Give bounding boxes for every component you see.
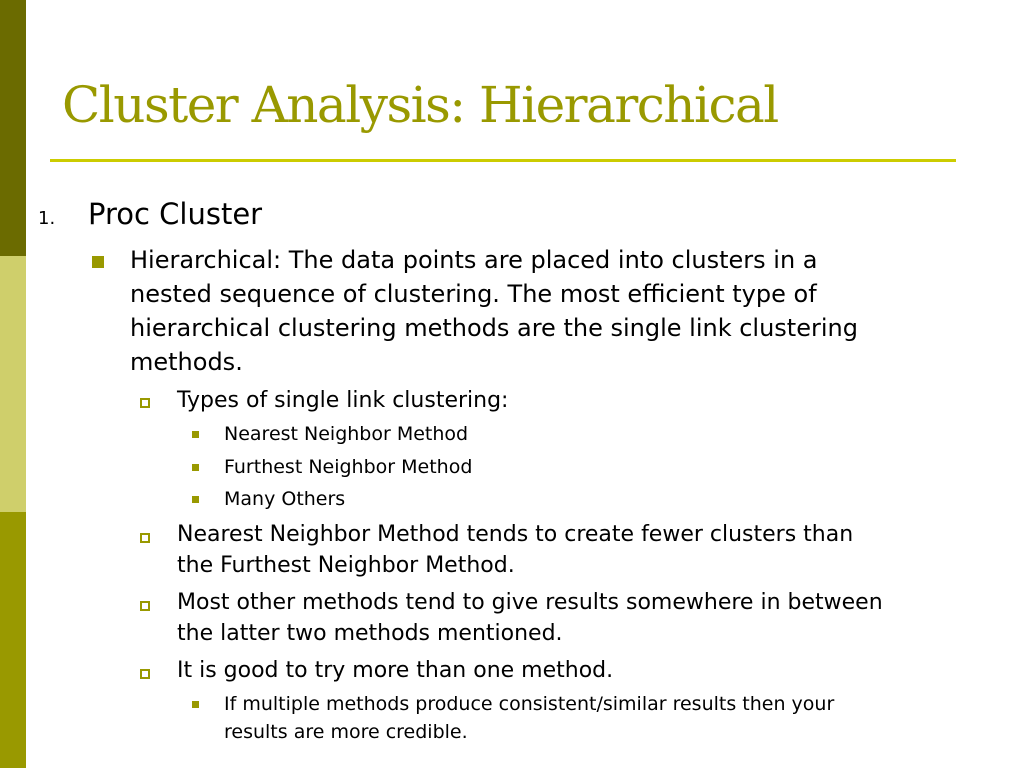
level3-line: the latter two methods mentioned.: [177, 621, 563, 646]
level2-line: nested sequence of clustering. The most efficient type of: [130, 280, 817, 308]
small-square-bullet-icon: [192, 431, 199, 438]
level3-line: Nearest Neighbor Method tends to create fewer clusters than: [177, 522, 854, 547]
square-bullet-icon: [92, 256, 104, 268]
hollow-square-bullet-icon: [140, 398, 150, 408]
level4-text: Nearest Neighbor Method: [224, 423, 469, 445]
list-number: 1.: [38, 208, 56, 229]
slide-title: Cluster Analysis: Hierarchical: [62, 76, 778, 134]
level1-text: Proc Cluster: [88, 197, 263, 231]
level4-line: results are more credible.: [224, 721, 468, 743]
hollow-square-bullet-icon: [140, 669, 150, 679]
side-bar-bottom: [0, 512, 26, 768]
side-bar-top: [0, 0, 26, 256]
level3-line: Most other methods tend to give results somewhere in between: [177, 590, 883, 615]
level2-line: methods.: [130, 348, 243, 376]
title-underline: [50, 159, 956, 162]
level4-text: Many Others: [224, 488, 346, 510]
level3-text: It is good to try more than one method.: [177, 658, 614, 683]
level3-line: the Furthest Neighbor Method.: [177, 553, 515, 578]
level2-line: hierarchical clustering methods are the single link clustering: [130, 314, 858, 342]
small-square-bullet-icon: [192, 464, 199, 471]
hollow-square-bullet-icon: [140, 601, 150, 611]
level4-text: Furthest Neighbor Method: [224, 456, 473, 478]
side-bar-middle: [0, 256, 26, 512]
small-square-bullet-icon: [192, 496, 199, 503]
level4-line: If multiple methods produce consistent/similar results then your: [224, 693, 835, 715]
hollow-square-bullet-icon: [140, 533, 150, 543]
small-square-bullet-icon: [192, 701, 199, 708]
level3-text: Types of single link clustering:: [177, 388, 509, 413]
level2-line: Hierarchical: The data points are placed into clusters in a: [130, 246, 818, 274]
